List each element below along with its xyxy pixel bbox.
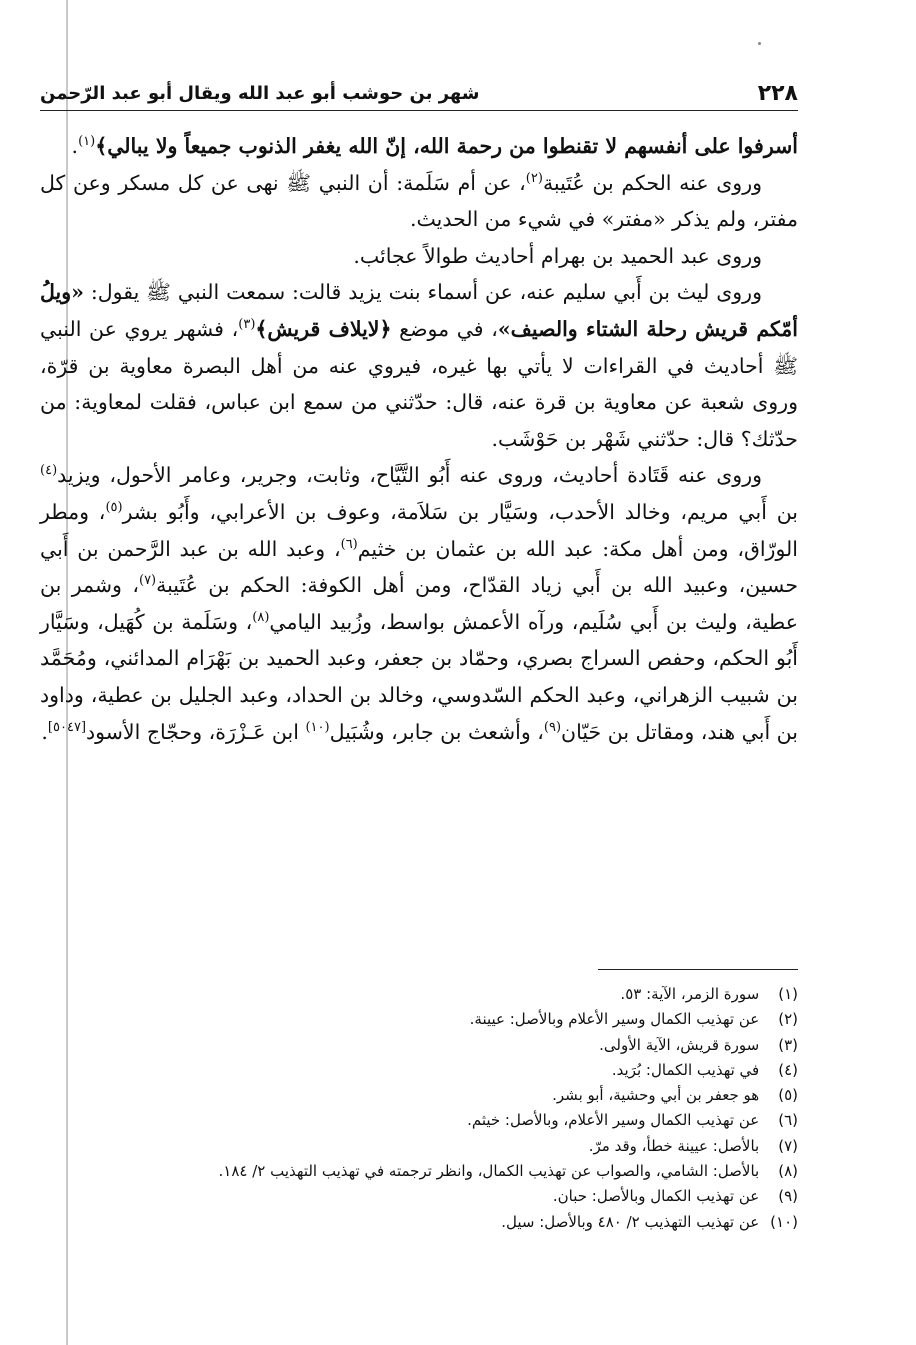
paragraph-hakam: وروى عنه الحكم بن عُتَيبة$^{(٢)}$، عن أم سَلَمة: أن النبي ﷺ نهى عن كل مسكر وعن كل مفتر، ولم يذكر «مفتر» في شيء من الحديث.: [40, 170, 798, 232]
running-title: شهر بن حوشب أبو عبد الله ويقال أبو عبد الرّحمن: [40, 82, 480, 104]
footnotes: [40, 982, 798, 1235]
footnote: (٩) عن تهذيب الكمال وبالأصل: حبان.: [552, 1187, 798, 1206]
page-number: ٢٢٨: [757, 80, 798, 106]
quran-quote: ﴿لايلاف قريش﴾: [255, 316, 392, 341]
footnote: (١٠) عن تهذيب التهذيب ٢/ ٤٨٠ وبالأصل: سيل.: [501, 1212, 798, 1231]
entry-number: [٥٠٤٧]: [47, 719, 87, 735]
footnote: (٦) عن تهذيب الكمال وسير الأعلام، وبالأصل: خيثم.: [467, 1111, 798, 1130]
footnote-ref: (٥): [105, 500, 123, 516]
footnote-ref: (٩): [543, 719, 562, 735]
footnote-ref: (٤): [40, 463, 58, 479]
footnote-ref: (٦): [340, 536, 358, 552]
footnote: (١) سورة الزمر، الآية: ٥٣.: [620, 985, 798, 1003]
footnote: (٤) في تهذيب الكمال: بُرَيد.: [611, 1060, 798, 1079]
footnote: (٢) عن تهذيب الكمال وسير الأعلام وبالأصل: عيينة.: [469, 1010, 798, 1029]
footnote-ref: (٧): [138, 573, 157, 589]
footnote-ref: (١): [78, 134, 96, 150]
footnote-ref: (١٠): [305, 719, 330, 735]
main-text: [40, 128, 798, 750]
footnote: (٨) بالأصل: الشامي، والصواب عن تهذيب الكمال، وانظر ترجمته في تهذيب التهذيب ٢/ ١٨٤.: [218, 1162, 798, 1181]
footnote-ref: (٢): [525, 170, 543, 186]
footnote-ref: (٨): [252, 609, 270, 625]
footnote: (٣) سورة قريش، الآية الأولى.: [599, 1035, 798, 1054]
paragraph-bahram: وروى عبد الحميد بن بهرام أحاديث طوالاً عجائب.: [353, 243, 762, 268]
paragraph-laith: وروى ليث بن أَبي سليم عنه، عن أسماء بنت يزيد قالت: سمعت النبي ﷺ يقول: «ويلُ أمّكم قريش رحلة الشتاء والصيف»، في موضع ﴿لايلاف قريش﴾$^{(٣)}$، فشهر يروي عن النبي ﷺ أحاديث في القراءات لا يأتي بها غيره، فيروي عنه من أهل البصرة معاوية بن قرّة، وروى شعبة عن معاوية بن قرة عنه، قال: حدّثني من سمع ابن عباس، فقلت لمعاوية: من حدّثك؟ قال: حدّثني شَهْر بن حَوْشَب.: [40, 280, 798, 451]
footnote: (٥) هو جعفر بن أبي وحشية، أبو بشر.: [552, 1086, 798, 1105]
footnote-ref: (٣): [238, 317, 256, 333]
hadith-quote: «ويلُ أمّكم قريش رحلة الشتاء والصيف»: [40, 280, 798, 341]
footnote-divider: [598, 969, 798, 970]
paragraph-narrators: وروى عنه قَتَادة أحاديث، وروى عنه أَبُو التَّيَّاح، وثابت، وجرير، وعامر الأحول، ويزيد$^{(٤)}$ بن أَبي مريم، وخالد الأحدب، وسَيَّار بن سَلاَمة، وعوف بن الأعرابي، وأَبُو بشر$^{(٥)}$، ومطر الورّاق، ومن أهل مكة: عبد الله بن عثمان بن خثيم$^{(٦)}$، وعبد الله بن عبد الرَّحمن بن أَبي حسين، وعبيد الله بن أَبي زياد القدّاح، ومن أهل الكوفة: الحكم بن عُتَيبة$^{(٧)}$، وشمر بن عطية، وليث بن أَبي سُلَيم، ورآه الأعمش بواسط، وزُبيد اليامي$^{(٨)}$، وسَلَمة بن كُهَيل، وسَيَّار أَبُو الحكم، وحفص السراج بصري، وحمّاد بن جعفر، وعبد الحميد بن بَهْرَام المدائني، ومُحَمَّد بن شبيب الزهراني، وعبد الحكم السّدوسي، وخالد بن الحداد، وعبد الجليل بن عطية، وداود بن أَبي هند، ومقاتل بن حَيّان$^{(٩)}$، وأشعث بن جابر، وشُبَيل$^{(١٠)}$ ابن عَـزْرَة، وحجّاج الأسود[٥٠٤٧].: [40, 463, 799, 744]
speck: [758, 42, 761, 45]
quran-verse-line: أسرفوا على أنفسهم لا تقنطوا من رحمة الله، إنّ الله يغفر الذنوب جميعاً ولا يبالي﴾$^{(١)}$.: [71, 134, 798, 158]
page-header: [40, 76, 798, 111]
footnote: (٧) بالأصل: عيينة خطأ، وقد مرّ.: [588, 1136, 798, 1155]
